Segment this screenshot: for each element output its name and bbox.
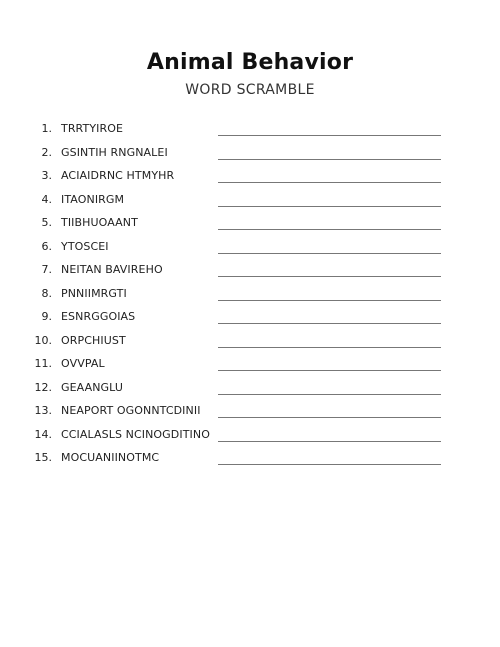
scramble-item	[0, 400, 500, 424]
answer-line[interactable]	[218, 347, 441, 348]
page-subtitle: WORD SCRAMBLE	[185, 82, 315, 98]
scrambled-word: ACIAIDRNC HTMYHR	[61, 169, 175, 182]
page-title: Animal Behavior	[146, 50, 354, 75]
scrambled-word: ESNRGGOIAS	[61, 310, 136, 323]
scrambled-word: NEAPORT OGONNTCDINII	[61, 404, 201, 417]
scramble-item	[0, 306, 500, 330]
scrambled-word: PNNIIMRGTI	[61, 286, 127, 300]
scramble-item	[0, 353, 500, 377]
scrambled-word: MOCUANIINOTMC	[61, 451, 160, 464]
scramble-item	[0, 142, 500, 166]
item-number: 15.	[34, 451, 52, 464]
item-number: 3.	[41, 169, 52, 182]
item-number: 10.	[34, 333, 52, 347]
item-number: 7.	[41, 263, 52, 276]
scrambled-word: YTOSCEI	[61, 239, 109, 253]
scrambled-word: TRRTYIROE	[61, 122, 124, 135]
answer-line[interactable]	[218, 394, 441, 395]
item-number: 4.	[41, 192, 52, 206]
scramble-item	[0, 447, 500, 471]
scramble-item	[0, 259, 500, 283]
scrambled-word: ITAONIRGM	[61, 192, 125, 206]
answer-line[interactable]	[218, 182, 441, 183]
item-number: 2.	[41, 145, 52, 159]
item-number: 11.	[34, 357, 52, 370]
item-number: 12.	[34, 380, 52, 394]
answer-line[interactable]	[218, 370, 441, 371]
answer-line[interactable]	[218, 206, 441, 207]
scrambled-word: GEAANGLU	[61, 380, 124, 394]
item-number: 9.	[41, 310, 52, 323]
answer-line[interactable]	[218, 464, 441, 465]
scrambled-word: ORPCHIUST	[61, 333, 126, 347]
scrambled-word: CCIALASLS NCINOGDITINO	[61, 427, 210, 441]
scramble-item	[0, 283, 500, 307]
item-number: 8.	[41, 286, 52, 300]
scramble-item	[0, 330, 500, 354]
scramble-item	[0, 165, 500, 189]
item-number: 14.	[34, 427, 52, 441]
scramble-item	[0, 118, 500, 142]
scramble-item	[0, 236, 500, 260]
answer-line[interactable]	[218, 159, 441, 160]
answer-line[interactable]	[218, 276, 441, 277]
answer-line[interactable]	[218, 253, 441, 254]
scrambled-word: OVVPAL	[61, 357, 105, 370]
scramble-item	[0, 377, 500, 401]
scramble-item	[0, 212, 500, 236]
scramble-item	[0, 189, 500, 213]
answer-line[interactable]	[218, 135, 441, 136]
answer-line[interactable]	[218, 300, 441, 301]
answer-line[interactable]	[218, 417, 441, 418]
scrambled-word: TIIBHUOAANT	[61, 216, 138, 229]
answer-line[interactable]	[218, 229, 441, 230]
answer-line[interactable]	[218, 441, 441, 442]
item-number: 1.	[41, 122, 52, 135]
scrambled-word: NEITAN BAVIREHO	[61, 263, 163, 276]
scrambled-word: GSINTIH RNGNALEI	[61, 145, 168, 159]
item-number: 5.	[41, 216, 52, 229]
scramble-item	[0, 424, 500, 448]
item-number: 13.	[34, 404, 52, 417]
answer-line[interactable]	[218, 323, 441, 324]
scramble-list	[0, 118, 500, 471]
item-number: 6.	[41, 239, 52, 253]
